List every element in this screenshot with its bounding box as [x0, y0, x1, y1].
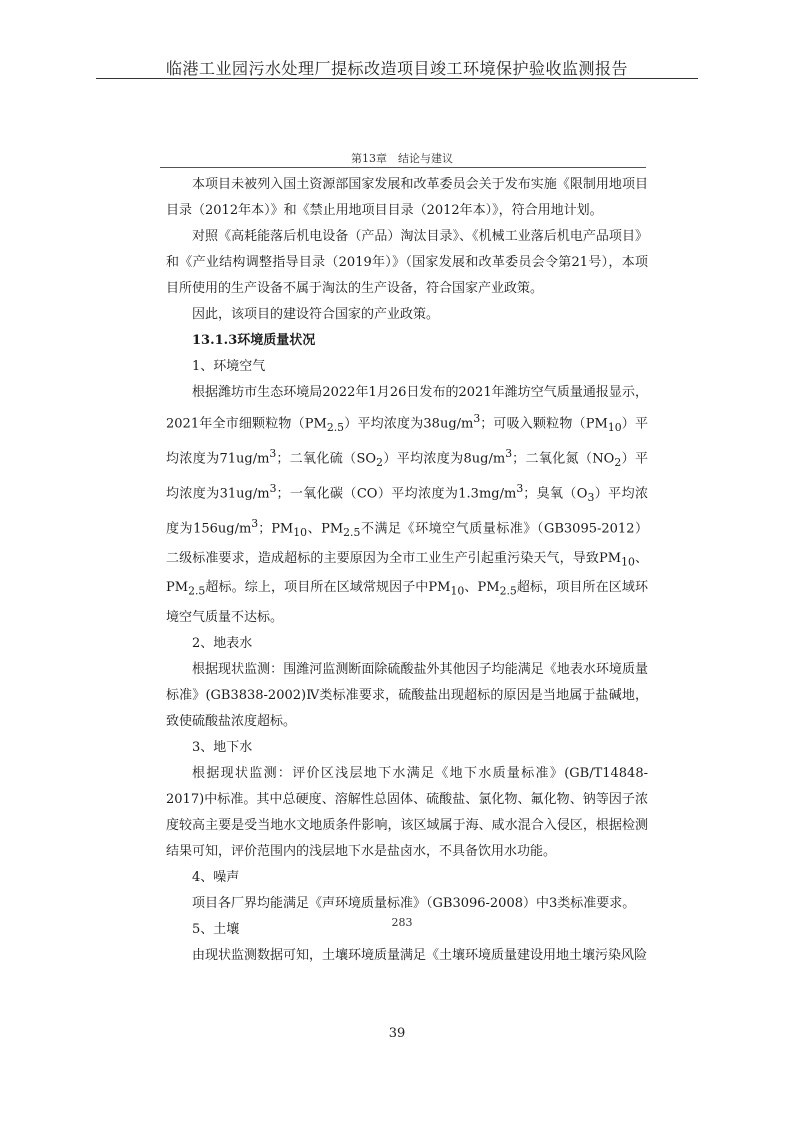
page-number: 39 [388, 1026, 406, 1041]
paragraph-equipment: 对照《高耗能落后机电设备（产品）淘汰目录》、《机械工业落后机电产品项目》和《产业结构调整指导目录（2019年）》（国家发展和改革委员会令第21号），本项目所使用的生产设备不属于淘汰的生产设备，符合国家产业政策。 [166, 229, 648, 296]
paragraph-conclusion: 因此，该项目的建设符合国家的产业政策。 [192, 307, 440, 322]
paragraph-soil: 由现状监测数据可知，土壤环境质量满足《土壤环境质量建设用地土壤污染风险 [192, 947, 648, 963]
subheading-groundwater: 3、地下水 [192, 739, 253, 755]
chapter-header: 第13章 结论与建议 [351, 152, 453, 165]
paragraph-groundwater: 根据现状监测：评价区浅层地下水满足《地下水质量标准》(GB/T14848-2017)中标准。其中总硬度、溶解性总固体、硫酸盐、氯化物、氟化物、钠等因子浓度较高主要是受当地水文地质条件影响，该区域属于海、咸水混合入侵区，根据检测结果可知，评价范围内的浅层地下水是盐卤水，不具备饮用水功能。 [166, 765, 648, 859]
subheading-surface-water: 2、地表水 [192, 635, 253, 651]
section-heading: 13.1.3环境质量状况 [192, 333, 316, 348]
subheading-soil: 5、土壤 [192, 921, 240, 937]
chapter-divider [160, 167, 646, 168]
subheading-air: 1、环境空气 [192, 359, 266, 374]
paragraph-surface-water: 根据现状监测：围潍河监测断面除硫酸盐外其他因子均能满足《地表水环境质量标准》(GB3838-2002)Ⅳ类标准要求，硫酸盐出现超标的原因是当地属于盐碱地，致使硫酸盐浓度超标。 [166, 661, 648, 729]
page-body [166, 172, 648, 969]
header-divider [96, 78, 698, 79]
inner-page-number: 283 [391, 916, 413, 929]
paragraph-air-quality: 根据潍坊市生态环境局2022年1月26日发布的2021年潍坊空气质量通报显示，2021年全市细颗粒物$(PM_{2.5})$平均浓度为$38ug/m^3$；可吸入颗粒物$(PM_{10})$平均浓度为$71ug/m^3$；二氧化硫$(SO_2)$平均浓度为$8ug/m^3$；二氧化氮$(NO_2)$平均浓度为$31ug/m^3$；一氧化碳（CO）平均浓度为$1.3mg/m^3$；臭氧$(O_3)$平均浓度为$156ug/m^3$；$PM_{10}$、$PM_{2.5}$不满足《环境空气质量标准》（GB3095-2012）二级标准要求，造成超标的主要原因为全市工业生产引起重污染天气，导致$PM_{10}$、$PM_{2.5}$超标。综上，项目所在区域常规因子中$PM_{10}$、$PM_{2.5}$超标，项目所在区域环境空气质量不达标。 [166, 385, 649, 625]
paragraph-land-use: 本项目未被列入国土资源部国家发展和改革委员会关于发布实施《限制用地项目目录（2012年本）》和《禁止用地项目目录（2012年本）》，符合用地计划。 [166, 177, 648, 218]
subheading-noise: 4、噪声 [192, 869, 240, 885]
report-header-title: 临港工业园污水处理厂提标改造项目竣工环境保护验收监测报告 [165, 59, 628, 78]
paragraph-noise: 项目各厂界均能满足《声环境质量标准》（GB3096-2008）中3类标准要求。 [192, 895, 636, 911]
